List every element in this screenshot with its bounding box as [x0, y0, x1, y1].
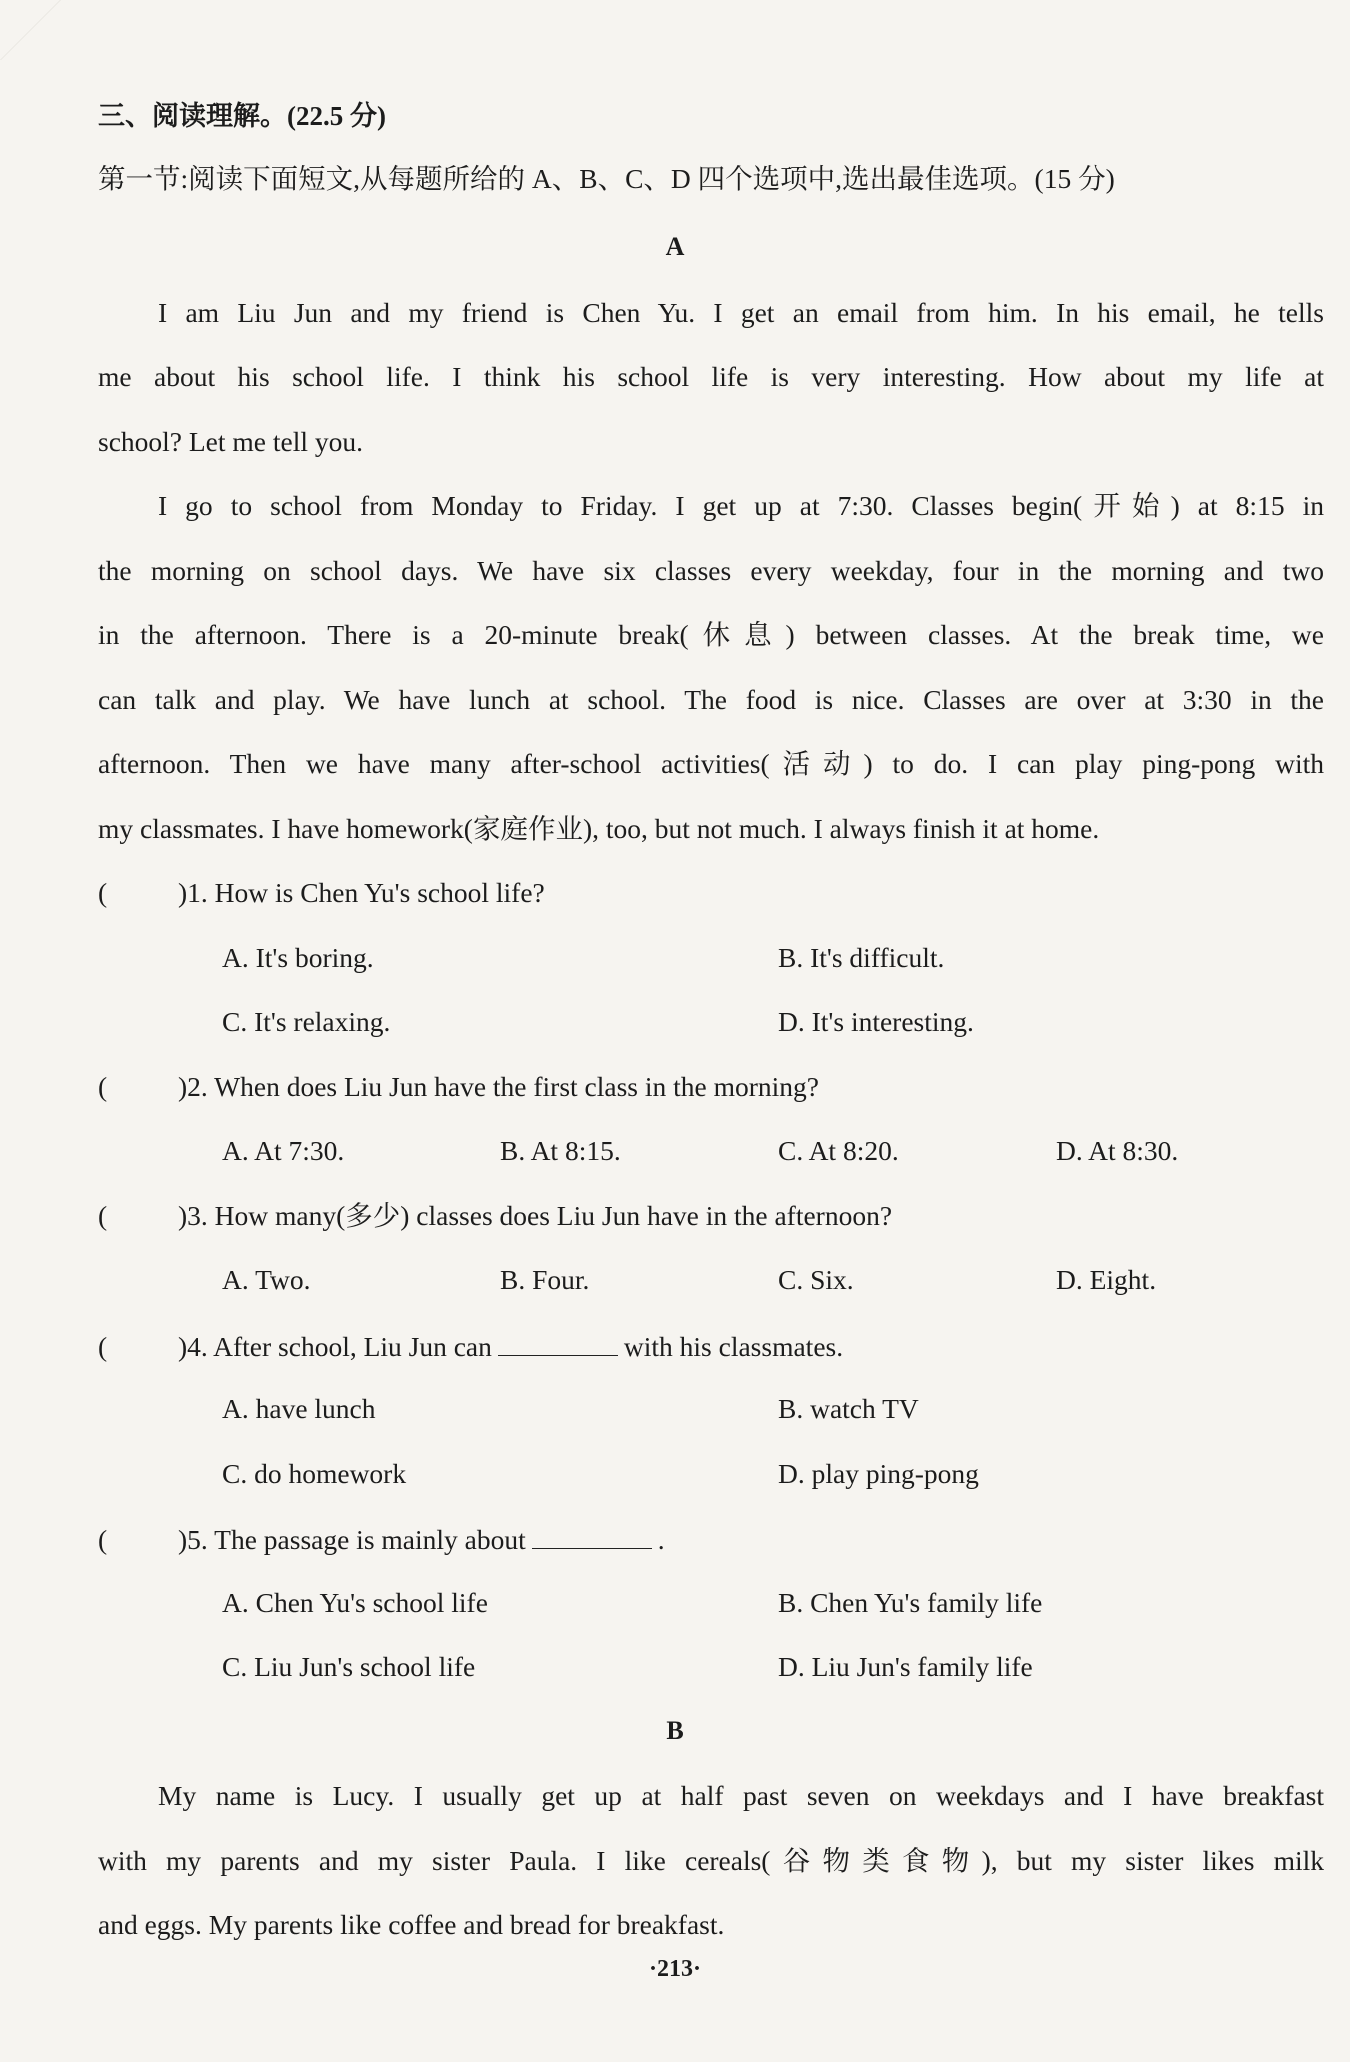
option-c: C. Six.	[778, 1264, 854, 1295]
question-5	[98, 1524, 665, 1554]
question-stem: )5. The passage is mainly about	[178, 1524, 526, 1555]
page-fold-mark	[0, 0, 61, 60]
answer-bracket[interactable]: (	[98, 877, 108, 908]
option-b: B. At 8:15.	[500, 1135, 621, 1166]
passage-a-line: I am Liu Jun and my friend is Chen Yu. I get an email from him. In his email, he tells	[158, 297, 1324, 328]
passage-a-line: in the afternoon. There is a 20-minute break(休息) between classes. At the break time, we	[98, 619, 1324, 650]
option-d: D. At 8:30.	[1056, 1135, 1179, 1166]
question-stem: )1. How is Chen Yu's school life?	[178, 877, 545, 908]
option-b: B. It's difficult.	[778, 942, 945, 973]
option-d: D. Eight.	[1056, 1264, 1157, 1295]
question-2	[98, 1073, 819, 1101]
section-heading: 三、阅读理解。(22.5 分)	[98, 101, 386, 131]
option-a: A. Chen Yu's school life	[222, 1587, 488, 1618]
option-c: C. It's relaxing.	[222, 1006, 391, 1037]
option-c: C. do homework	[222, 1458, 407, 1489]
fill-blank[interactable]	[532, 1524, 652, 1549]
question-stem: )3. How many(多少) classes does Liu Jun have in the afternoon?	[178, 1200, 893, 1231]
option-a: A. At 7:30.	[222, 1135, 345, 1166]
page-number: ·213·	[648, 1956, 701, 1982]
passage-b-title: B	[666, 1716, 684, 1745]
option-c: C. Liu Jun's school life	[222, 1651, 476, 1682]
answer-bracket[interactable]: (	[98, 1200, 108, 1231]
passage-b-line: and eggs. My parents like coffee and bread for breakfast.	[98, 1909, 725, 1940]
option-a: A. Two.	[222, 1264, 311, 1295]
passage-a-line: the morning on school days. We have six classes every weekday, four in the morning and two	[98, 555, 1324, 586]
question-3	[98, 1202, 892, 1230]
passage-a-line: can talk and play. We have lunch at school. The food is nice. Classes are over at 3:30 in the	[98, 684, 1324, 715]
question-stem-tail: .	[657, 1524, 665, 1555]
passage-a-line: me about his school life. I think his school life is very interesting. How about my life at	[98, 361, 1324, 392]
question-1	[98, 879, 545, 907]
option-b: B. watch TV	[778, 1393, 919, 1424]
option-d: D. play ping-pong	[778, 1458, 979, 1489]
question-stem: )2. When does Liu Jun have the first class in the morning?	[178, 1071, 820, 1102]
passage-b-line: My name is Lucy. I usually get up at half past seven on weekdays and I have breakfast	[158, 1780, 1324, 1811]
answer-bracket[interactable]: (	[98, 1331, 108, 1362]
option-d: D. It's interesting.	[778, 1006, 974, 1037]
question-4	[98, 1331, 843, 1361]
passage-a-line: I go to school from Monday to Friday. I get up at 7:30. Classes begin(开始) at 8:15 in	[158, 490, 1324, 521]
fill-blank[interactable]	[498, 1331, 618, 1356]
answer-bracket[interactable]: (	[98, 1071, 108, 1102]
option-d: D. Liu Jun's family life	[778, 1651, 1033, 1682]
part-instruction: 第一节:阅读下面短文,从每题所给的 A、B、C、D 四个选项中,选出最佳选项。(15 分)	[98, 163, 1115, 194]
passage-a-title: A	[665, 232, 685, 261]
passage-a-line: my classmates. I have homework(家庭作业), too, but not much. I always finish it at home.	[98, 813, 1100, 844]
option-a: A. have lunch	[222, 1393, 376, 1424]
passage-b-line: with my parents and my sister Paula. I like cereals(谷物类食物), but my sister likes milk	[98, 1845, 1324, 1876]
question-stem-tail: with his classmates.	[623, 1331, 844, 1362]
question-stem: )4. After school, Liu Jun can	[178, 1331, 492, 1362]
option-b: B. Four.	[500, 1264, 590, 1295]
option-b: B. Chen Yu's family life	[778, 1587, 1043, 1618]
option-c: C. At 8:20.	[778, 1135, 899, 1166]
option-a: A. It's boring.	[222, 942, 374, 973]
passage-a-line: afternoon. Then we have many after-school activities(活动) to do. I can play ping-pong with	[98, 748, 1324, 779]
passage-a-line: school? Let me tell you.	[98, 426, 363, 457]
answer-bracket[interactable]: (	[98, 1524, 108, 1555]
